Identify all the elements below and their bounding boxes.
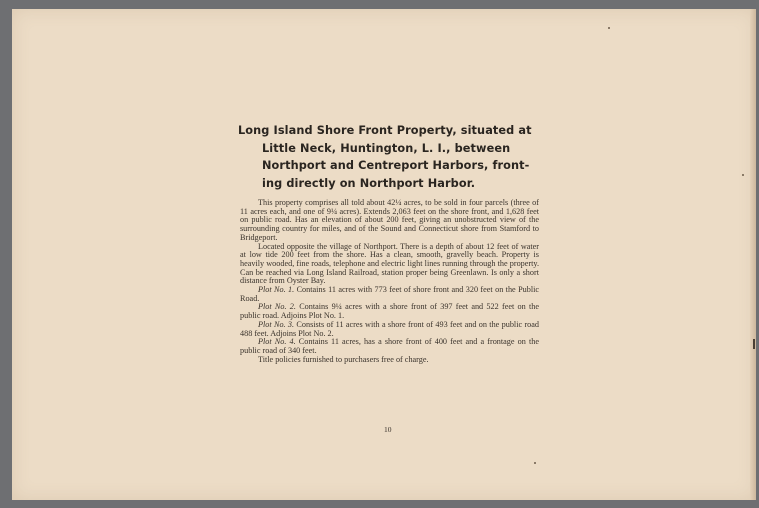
paragraph-location: Located opposite the village of Northport. There is a depth of about 12 feet of water at low tide 200 feet from the shore. Has a clean, smooth, gravelly beach. Property is heavily wooded, fine roads, telephone and electric light lines running through the property. Can be reached via Long Island Railroad, station proper being Greenlawn. Is only a short distance from Oyster Bay. <box>240 241 539 286</box>
plot-4-label: Plot No. 4. <box>258 337 296 347</box>
paper-speck <box>742 174 744 176</box>
paragraph-plot-2 <box>240 303 539 320</box>
page-edge-mark <box>753 339 755 349</box>
paper-speck <box>534 462 536 464</box>
plot-1-label: Plot No. 1. <box>258 285 295 295</box>
plot-4-text: Contains 11 acres, has a shore front of 400 feet and a frontage on the public road of 340 feet. <box>240 337 539 355</box>
plot-1-text: Contains 11 acres with 773 feet of shore front and 320 feet on the Public Road. <box>240 285 540 303</box>
paragraph-plot-4 <box>240 338 539 355</box>
page-number: 10 <box>384 425 392 434</box>
title-line-4: ing directly on Northport Harbor. <box>262 176 476 190</box>
title-line-3: Northport and Centreport Harbors, front- <box>262 159 530 172</box>
paper-speck <box>608 27 610 29</box>
plot-3-text: Consists of 11 acres with a shore front of 493 feet and on the public road 488 feet. Adjoins Plot No. 2. <box>240 319 540 338</box>
page-spine-edge <box>750 9 756 500</box>
plot-2-label: Plot No. 2. <box>258 302 296 312</box>
paragraph-description: This property comprises all told about 42¼ acres, to be sold in four parcels (three of 11 acres each, and one of 9¼ acres). Extends 2,063 feet on the shore front, and 1,628 feet on public road. Has an elevation of about 200 feet, giving an unobstructed view of the surrounding country for miles, and of the Sound and Connecticut shore from Stamford to Bridgeport. <box>240 198 539 242</box>
page-title <box>238 122 548 192</box>
title-line-2: Little Neck, Huntington, L. I., between <box>262 141 511 155</box>
plot-2-text: Contains 9¼ acres with a shore front of 397 feet and 522 feet on the public road. Adjoins Plot No. 1. <box>240 302 539 321</box>
title-line-1: Long Island Shore Front Property, situated at <box>238 124 532 137</box>
paragraph-plot-1 <box>240 286 539 303</box>
paragraph-plot-3 <box>240 321 539 338</box>
plot-3-label: Plot No. 3. <box>258 319 295 329</box>
body-text <box>240 199 539 364</box>
paragraph-title-policies: Title policies furnished to purchasers free of charge. <box>258 354 429 364</box>
document-page <box>12 9 756 500</box>
